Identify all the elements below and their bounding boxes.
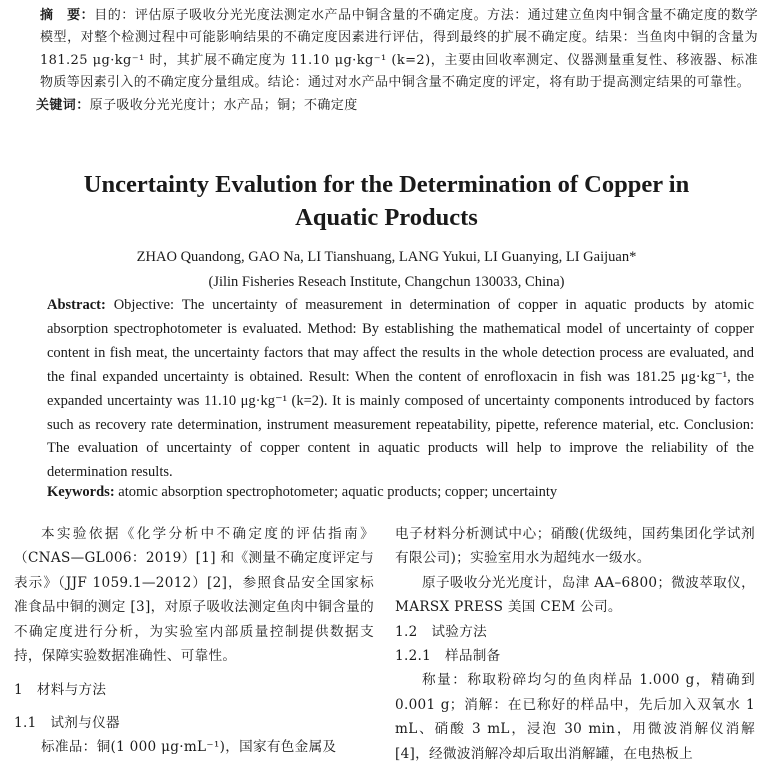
sample-prep-paragraph: 称量：称取粉碎均匀的鱼肉样品 1.000 g，精确到 0.001 g；消解：在已称好的样品中，先后加入双氧水 1 mL、硝酸 3 mL，浸泡 30 min，用微波消解仪消解 [4]，经微波消解冷却后取出消解罐，在电热板上: [395, 672, 755, 762]
title-line-2: Aquatic Products: [295, 204, 478, 231]
section-1-1-heading: 1.1 试剂与仪器: [14, 714, 120, 731]
section-1-heading: 1 材料与方法: [14, 682, 107, 699]
en-abstract-text: Objective: The uncertainty of measurement in determination of copper in aquatic products by atomic absorption spectrophotometer is evaluated. Method: By establishing the mathematical model of uncertainty of copper content in fish meat, the uncertainty factors that may affect the results in the whole detection process are evaluated, and the final expanded uncertainty is obtained. Result: When the content of enrofloxacin in fish was 181.25 μg·kg⁻¹, the expanded uncertainty was 11.10 μg·kg⁻¹ (k=2). It is mainly composed of uncertainty components introduced by factors such as recovery rate determination, instrument measurement repeatability, pipette, reference material, etc. Conclusion: The evaluation of uncertainty of copper content in aquatic products will help to improve the reliability of the determination results.: [47, 297, 754, 481]
cn-abstract-label: 摘 要：: [40, 8, 95, 23]
english-abstract: [14, 294, 754, 485]
english-keywords: [47, 484, 557, 501]
left-column: [14, 522, 374, 760]
cn-keywords-label: 关键词：: [36, 97, 90, 113]
author-list: ZHAO Quandong, GAO Na, LI Tianshuang, LANG Yukui, LI Guanying, LI Gaijuan*: [136, 249, 637, 265]
title-line-1: Uncertainty Evalution for the Determination of Copper in: [83, 171, 690, 198]
en-keywords-text: atomic absorption spectrophotometer; aquatic products; copper; uncertainty: [114, 484, 558, 500]
section-1-2-heading: 1.2 试验方法: [395, 623, 487, 640]
cn-keywords-text: 原子吸收分光光度计；水产品；铜；不确定度: [89, 97, 358, 113]
chinese-abstract: [14, 5, 758, 117]
intro-paragraph: 本实验依据《化学分析中不确定度的评估指南》（CNAS—GL006：2019）[1] 和《测量不确定度评定与表示》（JJF 1059.1—2012）[2]，参照食品安全国家标准食品中铜的测定 [3]，对原子吸收法测定鱼肉中铜含量的不确定度进行分析，为实验室内部质量控制提供数据支持，保障实验数据准确性、可靠性。: [14, 526, 374, 665]
standard-paragraph: 标准品：铜(1 000 μg·mL⁻¹)，国家有色金属及: [41, 739, 337, 756]
affiliation: (Jilin Fisheries Reseach Institute, Changchun 130033, China): [208, 274, 565, 290]
instruments-paragraph: 原子吸收分光光度计，岛津 AA–6800；微波萃取仪，MARSX PRESS 美国 CEM 公司。: [395, 574, 755, 616]
en-abstract-label: Abstract:: [47, 297, 106, 313]
en-keywords-label: Keywords:: [47, 484, 115, 500]
reagents-paragraph: 电子材料分析测试中心；硝酸(优级纯，国药集团化学试剂有限公司)；实验室用水为超纯水一级水。: [395, 526, 755, 567]
paper-title: [0, 168, 773, 234]
cn-abstract-text: 目的：评估原子吸收分光光度法测定水产品中铜含量的不确定度。方法：通过建立鱼肉中铜含量不确定度的数学模型，对整个检测过程中可能影响结果的不确定度因素进行评估，得到最终的扩展不确定度。结果：当鱼肉中铜的含量为 181.25 μg·kg⁻¹ 时，其扩展不确定度为 11.10 μg·kg⁻¹ (k=2)，主要由回收率测定、仪器测量重复性、移液器、标准物质等因素引入的不确定度分量组成。结论：通过对水产品中铜含量不确定度的评定，将有助于提高测定结果的可靠性。: [40, 8, 758, 91]
section-1-2-1-heading: 1.2.1 样品制备: [395, 648, 501, 665]
right-column: [395, 522, 755, 766]
